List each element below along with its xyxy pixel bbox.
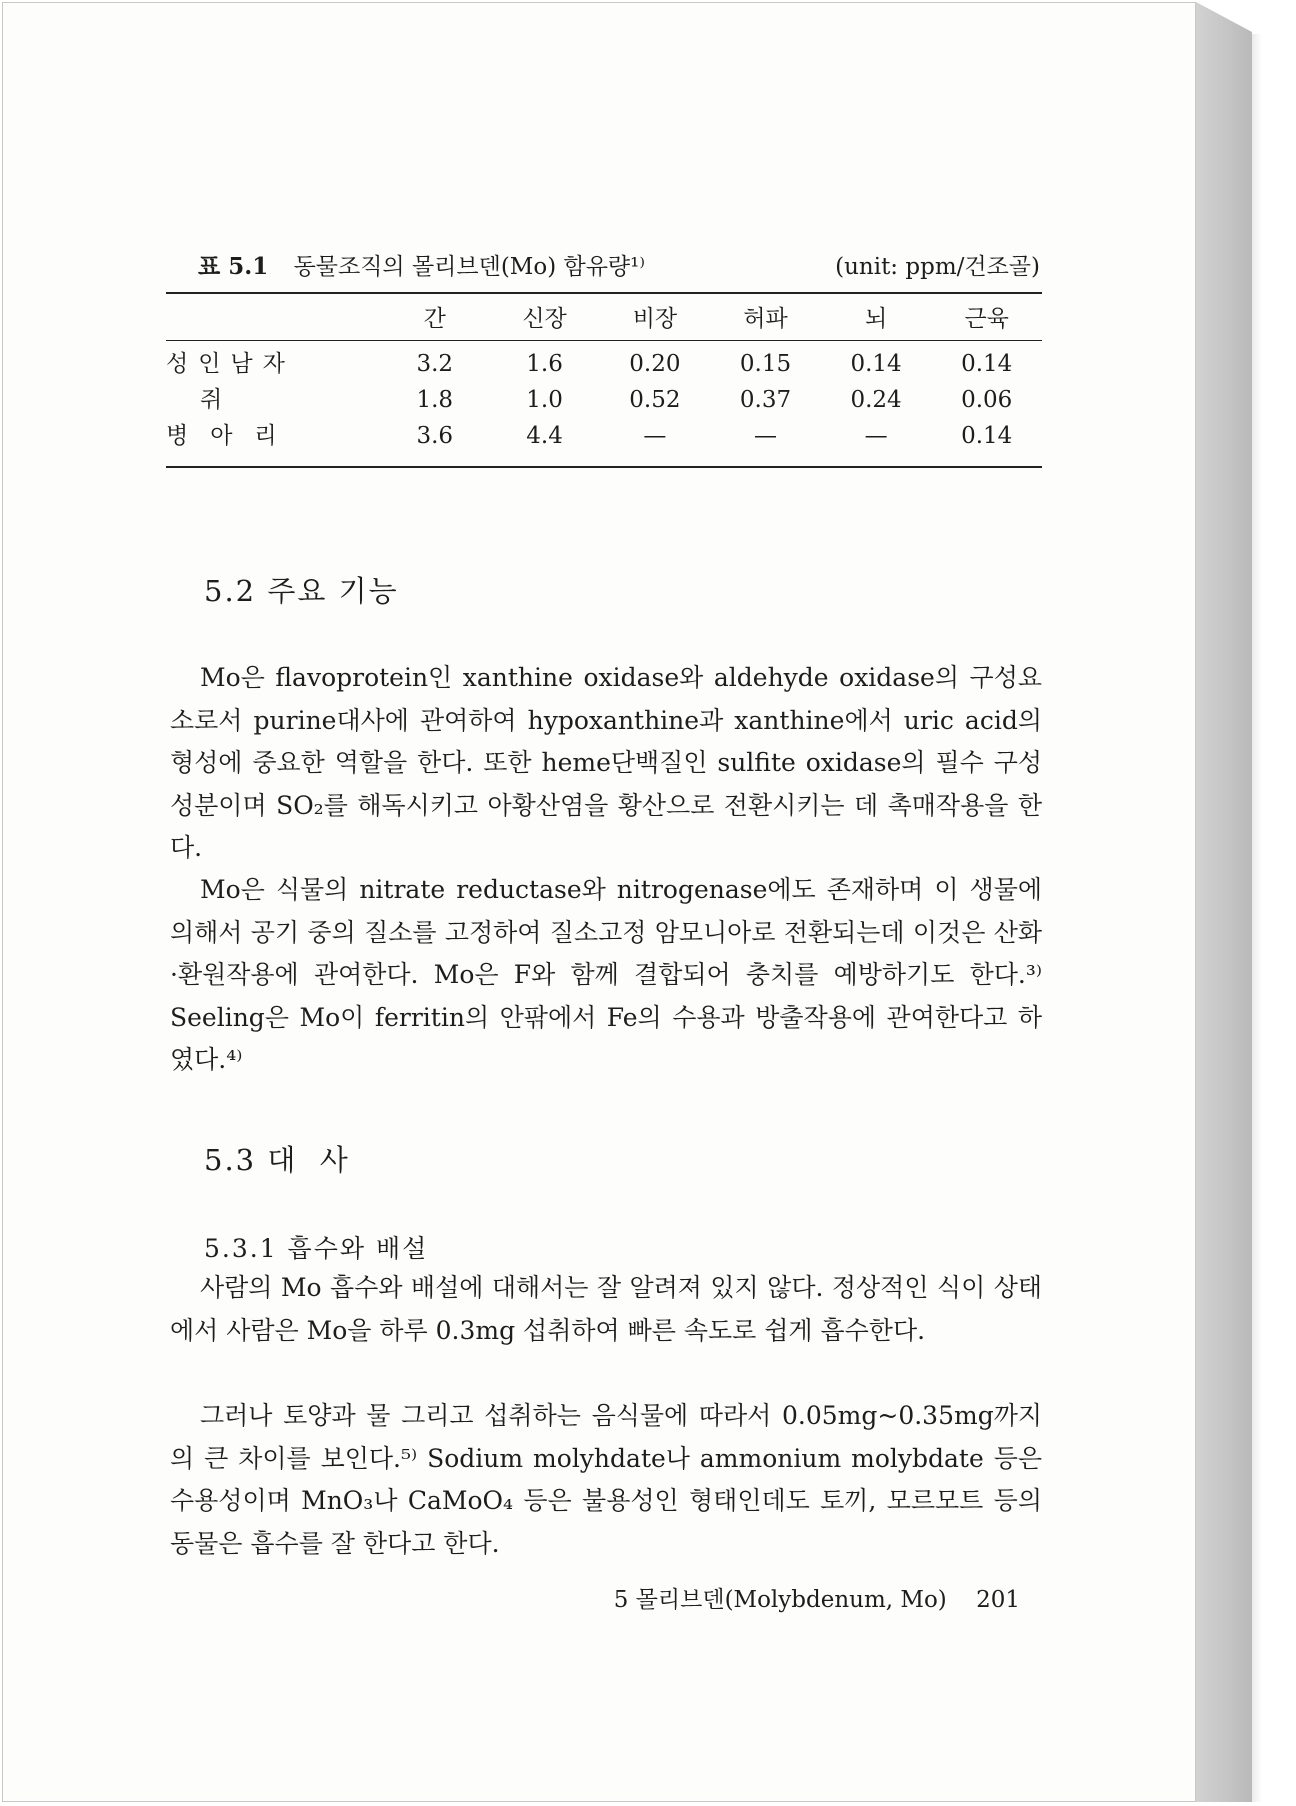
table-cell: 1.0 xyxy=(526,387,563,413)
table-cell: 3.6 xyxy=(416,423,454,449)
table-cell: 0.15 xyxy=(739,351,792,377)
subsection-heading-5-3-1: 5.3.1 흡수와 배설 xyxy=(204,1234,429,1263)
paragraph-absorption-2: 그러나 토양과 물 그리고 섭취하는 음식물에 따라서 0.05mg~0.35mg까지의 큰 차이를 보인다.⁵⁾ Sodium molyhdate나 ammonium molybdate 등은 수용성이며 MnO₃나 CaMoO₄ 등은 불용성인 형태인데도 토끼, 모르모트 등의 동물은 흡수를 잘 한다고 한다. xyxy=(170,1401,1042,1558)
table-header-row xyxy=(166,300,1042,338)
table-cell: — xyxy=(864,423,888,449)
table-cell: 0.06 xyxy=(961,387,1013,413)
spine-shadow xyxy=(1252,34,1262,1802)
column-header: 간 xyxy=(423,306,446,332)
table-cell: — xyxy=(643,423,667,449)
page-footer xyxy=(600,1584,1020,1616)
table-cell: 0.20 xyxy=(629,351,681,377)
running-head: 5 몰리브덴(Molybdenum, Mo) xyxy=(613,1587,947,1613)
table-row xyxy=(166,338,1042,382)
column-header: 근육 xyxy=(964,306,1009,332)
section-heading-5-3: 5.3 대 사 xyxy=(204,1143,350,1177)
page-number: 201 xyxy=(976,1587,1020,1613)
column-header: 신장 xyxy=(522,306,567,332)
table-label: 표 5.1 xyxy=(198,253,269,280)
row-label: 성인남자 xyxy=(166,351,295,377)
column-header: 허파 xyxy=(743,306,788,332)
paragraph-function-1: Mo은 flavoprotein인 xanthine oxidase와 aldehyde oxidase의 구성요소로서 purine대사에 관여하여 hypoxanthine과 xanthine에서 uric acid의 형성에 중요한 역할을 한다. 또한 heme단백질인 sulfite oxidase의 필수 구성성분이며 SO₂를 해독시키고 아황산염을 황산으로 전환시키는 데 촉매작용을 한다. xyxy=(170,663,1042,862)
table-cell: 4.4 xyxy=(526,423,563,449)
table-cell: 3.2 xyxy=(416,351,454,377)
book-spine-edge xyxy=(1196,2,1252,1802)
table-cell: 0.52 xyxy=(629,387,681,413)
table-row xyxy=(166,418,1042,454)
column-header: 뇌 xyxy=(864,306,888,332)
paragraph-function-2: Mo은 식물의 nitrate reductase와 nitrogenase에도 존재하며 이 생물에 의해서 공기 중의 질소를 고정하여 질소고정 암모니아로 전환되는데 이것은 산화·환원작용에 관여한다. Mo은 F와 함께 결합되어 충치를 예방하기도 한다.³⁾ Seeling은 Mo이 ferritin의 안팎에서 Fe의 수용과 방출작용에 관여한다고 하였다.⁴⁾ xyxy=(170,875,1042,1074)
table-caption xyxy=(198,252,1040,282)
row-label: 쥐 xyxy=(200,387,233,413)
table-bottom-rule xyxy=(166,466,1042,468)
table-cell: 0.14 xyxy=(961,351,1013,377)
table-title: 동물조직의 몰리브덴(Mo) 함유량¹⁾ xyxy=(293,254,646,280)
table-row xyxy=(166,382,1042,418)
table-cell: 1.6 xyxy=(526,351,563,377)
table-cell: 0.14 xyxy=(850,351,902,377)
table-cell: 0.37 xyxy=(739,387,792,413)
mo-content-table xyxy=(166,300,1042,454)
row-label: 병아리 xyxy=(166,423,299,449)
table-top-rule xyxy=(166,292,1042,294)
section-heading-5-2: 5.2 주요 기능 xyxy=(204,574,399,608)
table-cell: 1.8 xyxy=(416,387,454,413)
table-unit: (unit: ppm/건조골) xyxy=(835,254,1040,280)
table-cell: 0.24 xyxy=(850,387,902,413)
paragraph-absorption-1: 사람의 Mo 흡수와 배설에 대해서는 잘 알려져 있지 않다. 정상적인 식이 상태에서 사람은 Mo을 하루 0.3mg 섭취하여 빠른 속도로 쉽게 흡수한다. xyxy=(170,1273,1042,1345)
table-corner-cell xyxy=(166,300,380,338)
column-header: 비장 xyxy=(632,306,678,332)
table-cell: 0.14 xyxy=(961,423,1013,449)
table-cell: — xyxy=(753,423,777,449)
